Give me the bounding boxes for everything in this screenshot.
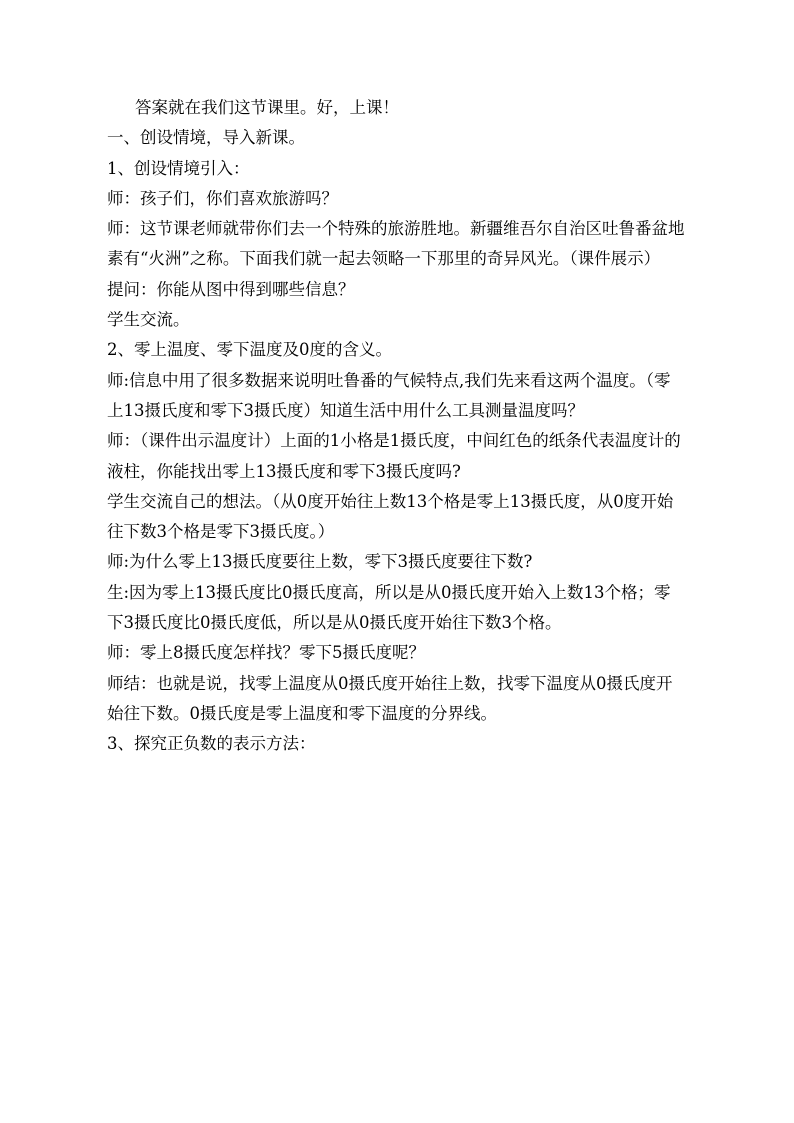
paragraph-teacher-question: 师：孩子们，你们喜欢旅游吗？ <box>107 188 338 208</box>
paragraph-teacher-why: 师:为什么零上13摄氏度要往上数，零下3摄氏度要往下数? <box>107 552 533 572</box>
paragraph-prompt: 提问：你能从图中得到哪些信息？ <box>107 279 355 299</box>
document-body <box>107 93 687 760</box>
paragraph-teacher-summary: 师结：也就是说，找零上温度从0摄氏度开始往上数，找零下温度从0摄氏度开始往下数。0摄氏度是零上温度和零下温度的分界线。 <box>107 673 673 723</box>
paragraph-teacher-intro: 师：这节课老师就带你们去一个特殊的旅游胜地。新疆维吾尔自治区吐鲁番盆地素有“火洲”之称。下面我们就一起去领略一下那里的奇异风光。（课件展示） <box>107 219 685 269</box>
heading-subsection-3: 3、探究正负数的表示方法： <box>107 734 316 754</box>
heading-subsection-2: 2、零上温度、零下温度及0度的含义。 <box>107 340 392 360</box>
paragraph-teacher-find: 师：零上8摄氏度怎样找？零下5摄氏度呢？ <box>107 643 425 663</box>
paragraph-student-discussion: 学生交流。 <box>107 310 190 330</box>
paragraph-student-answer: 生:因为零上13摄氏度比0摄氏度高，所以是从0摄氏度开始入上数13个格；零下3摄氏度比0摄氏度低，所以是从0摄氏度开始往下数3个格。 <box>107 582 671 633</box>
paragraph-student-ideas: 学生交流自己的想法。（从0度开始往上数13个格是零上13摄氏度，从0度开始往下数3个格是零下3摄氏度。） <box>107 491 674 542</box>
paragraph-teacher-thermometer: 师：（课件出示温度计）上面的1小格是1摄氏度，中间红色的纸条代表温度计的液柱，你能找出零上13摄氏度和零下3摄氏度吗? <box>107 431 681 481</box>
heading-section-1: 一、创设情境，导入新课。 <box>107 128 305 148</box>
paragraph-teacher-data: 师:信息中用了很多数据来说明吐鲁番的气候特点,我们先来看这两个温度。（零上13摄氏度和零下3摄氏度）知道生活中用什么工具测量温度吗？ <box>107 370 671 420</box>
paragraph-intro: 答案就在我们这节课里。好，上课！ <box>135 98 399 117</box>
heading-subsection-1: 1、创设情境引入： <box>107 158 250 178</box>
